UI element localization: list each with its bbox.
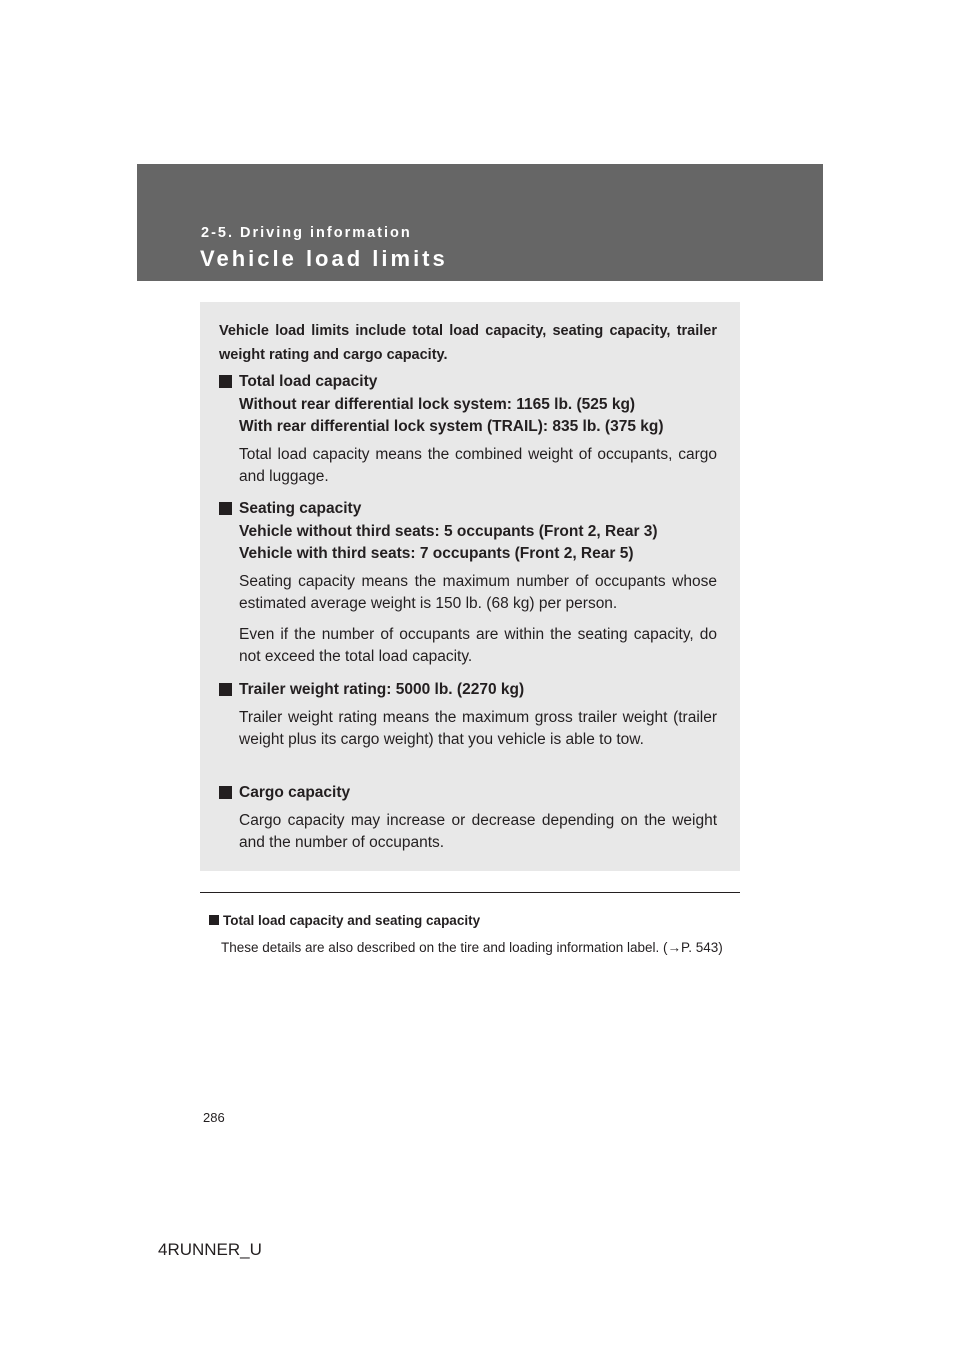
item-subline: Vehicle without third seats: 5 occupants (Front 2, Rear 3) bbox=[239, 522, 658, 540]
divider bbox=[200, 892, 740, 893]
item-description: Total load capacity means the combined weight of occupants, cargo and luggage. bbox=[239, 445, 717, 485]
note-heading: Total load capacity and seating capacity bbox=[209, 911, 734, 931]
square-bullet-icon bbox=[219, 786, 232, 799]
item-subline: With rear differential lock system (TRAIL): 835 lb. (375 kg) bbox=[239, 418, 664, 435]
square-bullet-icon bbox=[219, 375, 232, 388]
item-description: Even if the number of occupants are within the seating capacity, do not exceed the total load capacity. bbox=[239, 625, 717, 665]
note-section bbox=[209, 911, 734, 957]
item-description: Trailer weight rating means the maximum gross trailer weight (trailer weight plus its cargo weight) that you vehicle is able to tow. bbox=[239, 708, 717, 748]
item-subline: Vehicle with third seats: 7 occupants (Front 2, Rear 5) bbox=[239, 545, 634, 562]
item-heading: Trailer weight rating: 5000 lb. (2270 kg) bbox=[219, 679, 717, 702]
note-text: These details are also described on the tire and loading information label. (→P. 543) bbox=[221, 940, 723, 955]
square-bullet-icon bbox=[219, 502, 232, 515]
item-cargo-capacity bbox=[219, 782, 717, 855]
square-bullet-icon bbox=[219, 683, 232, 696]
item-heading: Cargo capacity bbox=[219, 782, 717, 805]
item-total-load-capacity bbox=[219, 371, 717, 489]
section-label: 2-5. Driving information bbox=[201, 225, 412, 241]
info-box bbox=[200, 302, 740, 871]
item-heading: Seating capacity bbox=[219, 498, 717, 521]
item-seating-capacity bbox=[219, 498, 717, 669]
page-number: 286 bbox=[203, 1110, 225, 1125]
item-description: Cargo capacity may increase or decrease depending on the weight and the number of occupants. bbox=[239, 811, 717, 851]
section-header bbox=[137, 164, 823, 281]
square-bullet-icon bbox=[209, 915, 219, 925]
item-heading: Total load capacity bbox=[219, 371, 717, 394]
intro-text: Vehicle load limits include total load capacity, seating capacity, trailer weight rating and cargo capacity. bbox=[219, 323, 717, 363]
page-title: Vehicle load limits bbox=[200, 246, 448, 271]
document-code: 4RUNNER_U bbox=[158, 1240, 262, 1259]
item-subline: Without rear differential lock system: 1165 lb. (525 kg) bbox=[239, 395, 636, 413]
item-description: Seating capacity means the maximum number of occupants whose estimated average weight is 150 lb. (68 kg) per person. bbox=[239, 572, 717, 612]
item-trailer-weight-rating bbox=[219, 679, 717, 752]
